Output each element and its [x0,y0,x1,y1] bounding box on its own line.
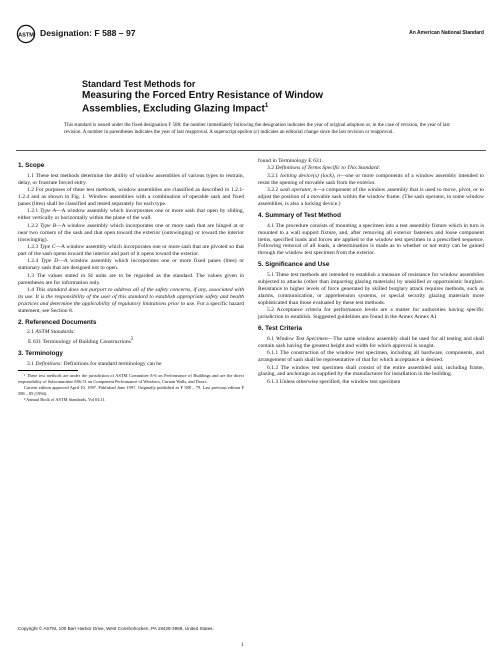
paragraph: 3.2 Definitions of Terms Specific to This Standard: [267,165,381,172]
paragraph: 3.2.2 sash operator, n—a component of the window assembly that is used to move, pivot, or to adjust the position of a movable sash within the window frame. (The sash operator, in some window assemblies, is also a locking device.) [258,187,484,207]
footnote: ¹ These test methods are under the jurisdiction of ASTM Committee E-6 on Performance of Buildings and are the direct responsibility of Subcommittee E06.51 on Component Performance of Windows, Curtain Walls, and Doors. [18,373,244,384]
left-column [18,158,244,403]
title-line-2: Measuring the Forced Entry Resistance of Window [82,89,324,101]
issuance-notice: This standard is issued under the fixed designation F 588; the number immediately following the designation indicates the year of original adoption or, in the case of revision, the year of last revision. A number in parentheses indicates the year of last reapproval. A superscript epsilon (ε) indicates an editorial change since the last revision or reapproval. [64,122,450,135]
divider [16,150,486,151]
paragraph: 6.1.2 The window test specimen shall consist of the entire assembled unit, including frame, glazing, and anchorage as supplied by the manufacturer for installation in the building. [258,364,484,378]
paragraph: 1.2.4 Type D—A window assembly which incorporates one or more fixed panes (lites) or stationary sash that are designed not to open. [18,258,244,272]
paragraph: 1.1 These test methods determine the ability of window assemblies of various types to restrain, delay, or frustrate forced entry. [18,172,244,186]
copyright-notice: Copyright © ASTM, 100 Barr Harbor Drive, West Conshohocken, PA 19428-2959, United States. [18,626,214,631]
paragraph: 2.1 ASTM Standards: [27,329,76,336]
document-title [82,79,422,116]
paragraph: 1.2.3 Type C—A window assembly which incorporates one or more sash that are pivoted so that part of the sash opens toward the interior and part of it opens toward the exterior. [18,243,244,257]
paragraph: 1.4 This standard does not purport to address all of the safety concerns, if any, associated with its use. It is the responsibility of the user of this standard to establish appropriate safety and health practices and determine the applicability of regulatory limitations prior to use. For a specific hazard statement, see Section 8. [18,286,244,314]
paragraph: 1.2 For purposes of these test methods, window assemblies are classified as described in 1.2.1-1.2.4 and as shown in Fig. 1. Window assemblies with a combination of operable sash and fixed panes (lites) shall be classified and tested separately for each type. [18,187,244,208]
paragraph: found in Terminology E 631. [258,158,323,164]
title-line-3: Assemblies, Excluding Glazing Impact$^1$ [82,103,269,115]
national-standard-label: An American National Standard [409,30,484,36]
svg-text:ASTM: ASTM [18,32,34,39]
designation: Designation: F 588 – 97 [40,28,136,38]
paragraph: 1.2.2 Type B—A window assembly which incorporates one or more sash that are hinged at or near two corners of the sash and that open toward the exterior (outswinging) or toward the interior (inswinging). [18,222,244,243]
section-heading: 6. Test Criteria [258,325,302,333]
footnote-divider [18,370,78,371]
footnote: Current edition approved April 10, 1997. Published June 1997. Originally published as F 588 – 79. Last previous edition F 588 – 85 (1994). [18,385,244,396]
page-number: 1 [241,642,244,648]
title-line-1: Standard Test Methods for [82,79,196,89]
paragraph: 5.1 These test methods are intended to establish a measure of resistance for window assemblies subjected to attacks (other than impacting glazing materials) by unskilled or opportunistic burglars. Resistance to higher levels of force generated by skilled burglary attack requires methods, such as alarms, communication, or apprehension systems, or special security glazing materials more sophisticated than those evaluated by these test methods. [258,272,484,306]
paragraph: 3.1 Definitions: Definitions for standard terminology can be [27,360,162,367]
paragraph: 6.1.1 The construction of the window test specimen, including all hardware, components, and arrangement of sash shall be representative of that for which acceptance is desired. [258,350,484,364]
document-header [16,24,484,44]
section-heading: 3. Terminology [18,349,63,357]
paragraph: 4.1 The procedure consists of mounting a specimen into a test assembly fixture which in turn is mounted to a wall support fixture, and, after removing all exterior fasteners and loose component items, specified loads and forces are applied to the window test specimen in a prescribed sequence. Following removal of all loads, a determination is made as to whether or not entry can be gained through the window test specimen from the exterior. [258,222,484,257]
right-column [258,158,484,386]
section-heading: 1. Scope [18,162,45,169]
reference-item: E 631 Terminology of Building Constructions$^2$ [28,336,134,345]
paragraph: 6.1.3 Unless otherwise specified, the window test specimen [267,378,401,385]
astm-logo [16,24,36,44]
paragraph: 1.3 The values stated in SI units are to be regarded as the standard. The values given in parentheses are for information only. [18,272,244,286]
footnotes [18,373,244,402]
paragraph: 5.2 Acceptance criteria for performance levels are a matter for authorities having specific jurisdiction to establish. Suggested guidelines are found in the Annex Annex A1 [258,307,484,321]
paragraph: 1.2.1 Type A—A window assembly which incorporates one or more sash that open by sliding, either vertically or horizontally within the plane of the wall. [18,208,244,222]
section-heading: 4. Summary of Test Method [258,211,341,219]
section-heading: 5. Significance and Use [258,261,330,269]
paragraph: 6.1 Window Test Specimen—The same window assembly shall be used for all testing and shall contain sash having the greatest height and width for which approval is sought. [258,335,484,349]
section-heading: 2. Referenced Documents [18,318,97,326]
paragraph: 3.2.1 locking device(s) (lock), n—one or more components of a window assembly intended to resist the opening of movable sash from the exterior. [258,172,484,186]
footnote: ² Annual Book of ASTM Standards, Vol 04.11. [24,396,106,402]
